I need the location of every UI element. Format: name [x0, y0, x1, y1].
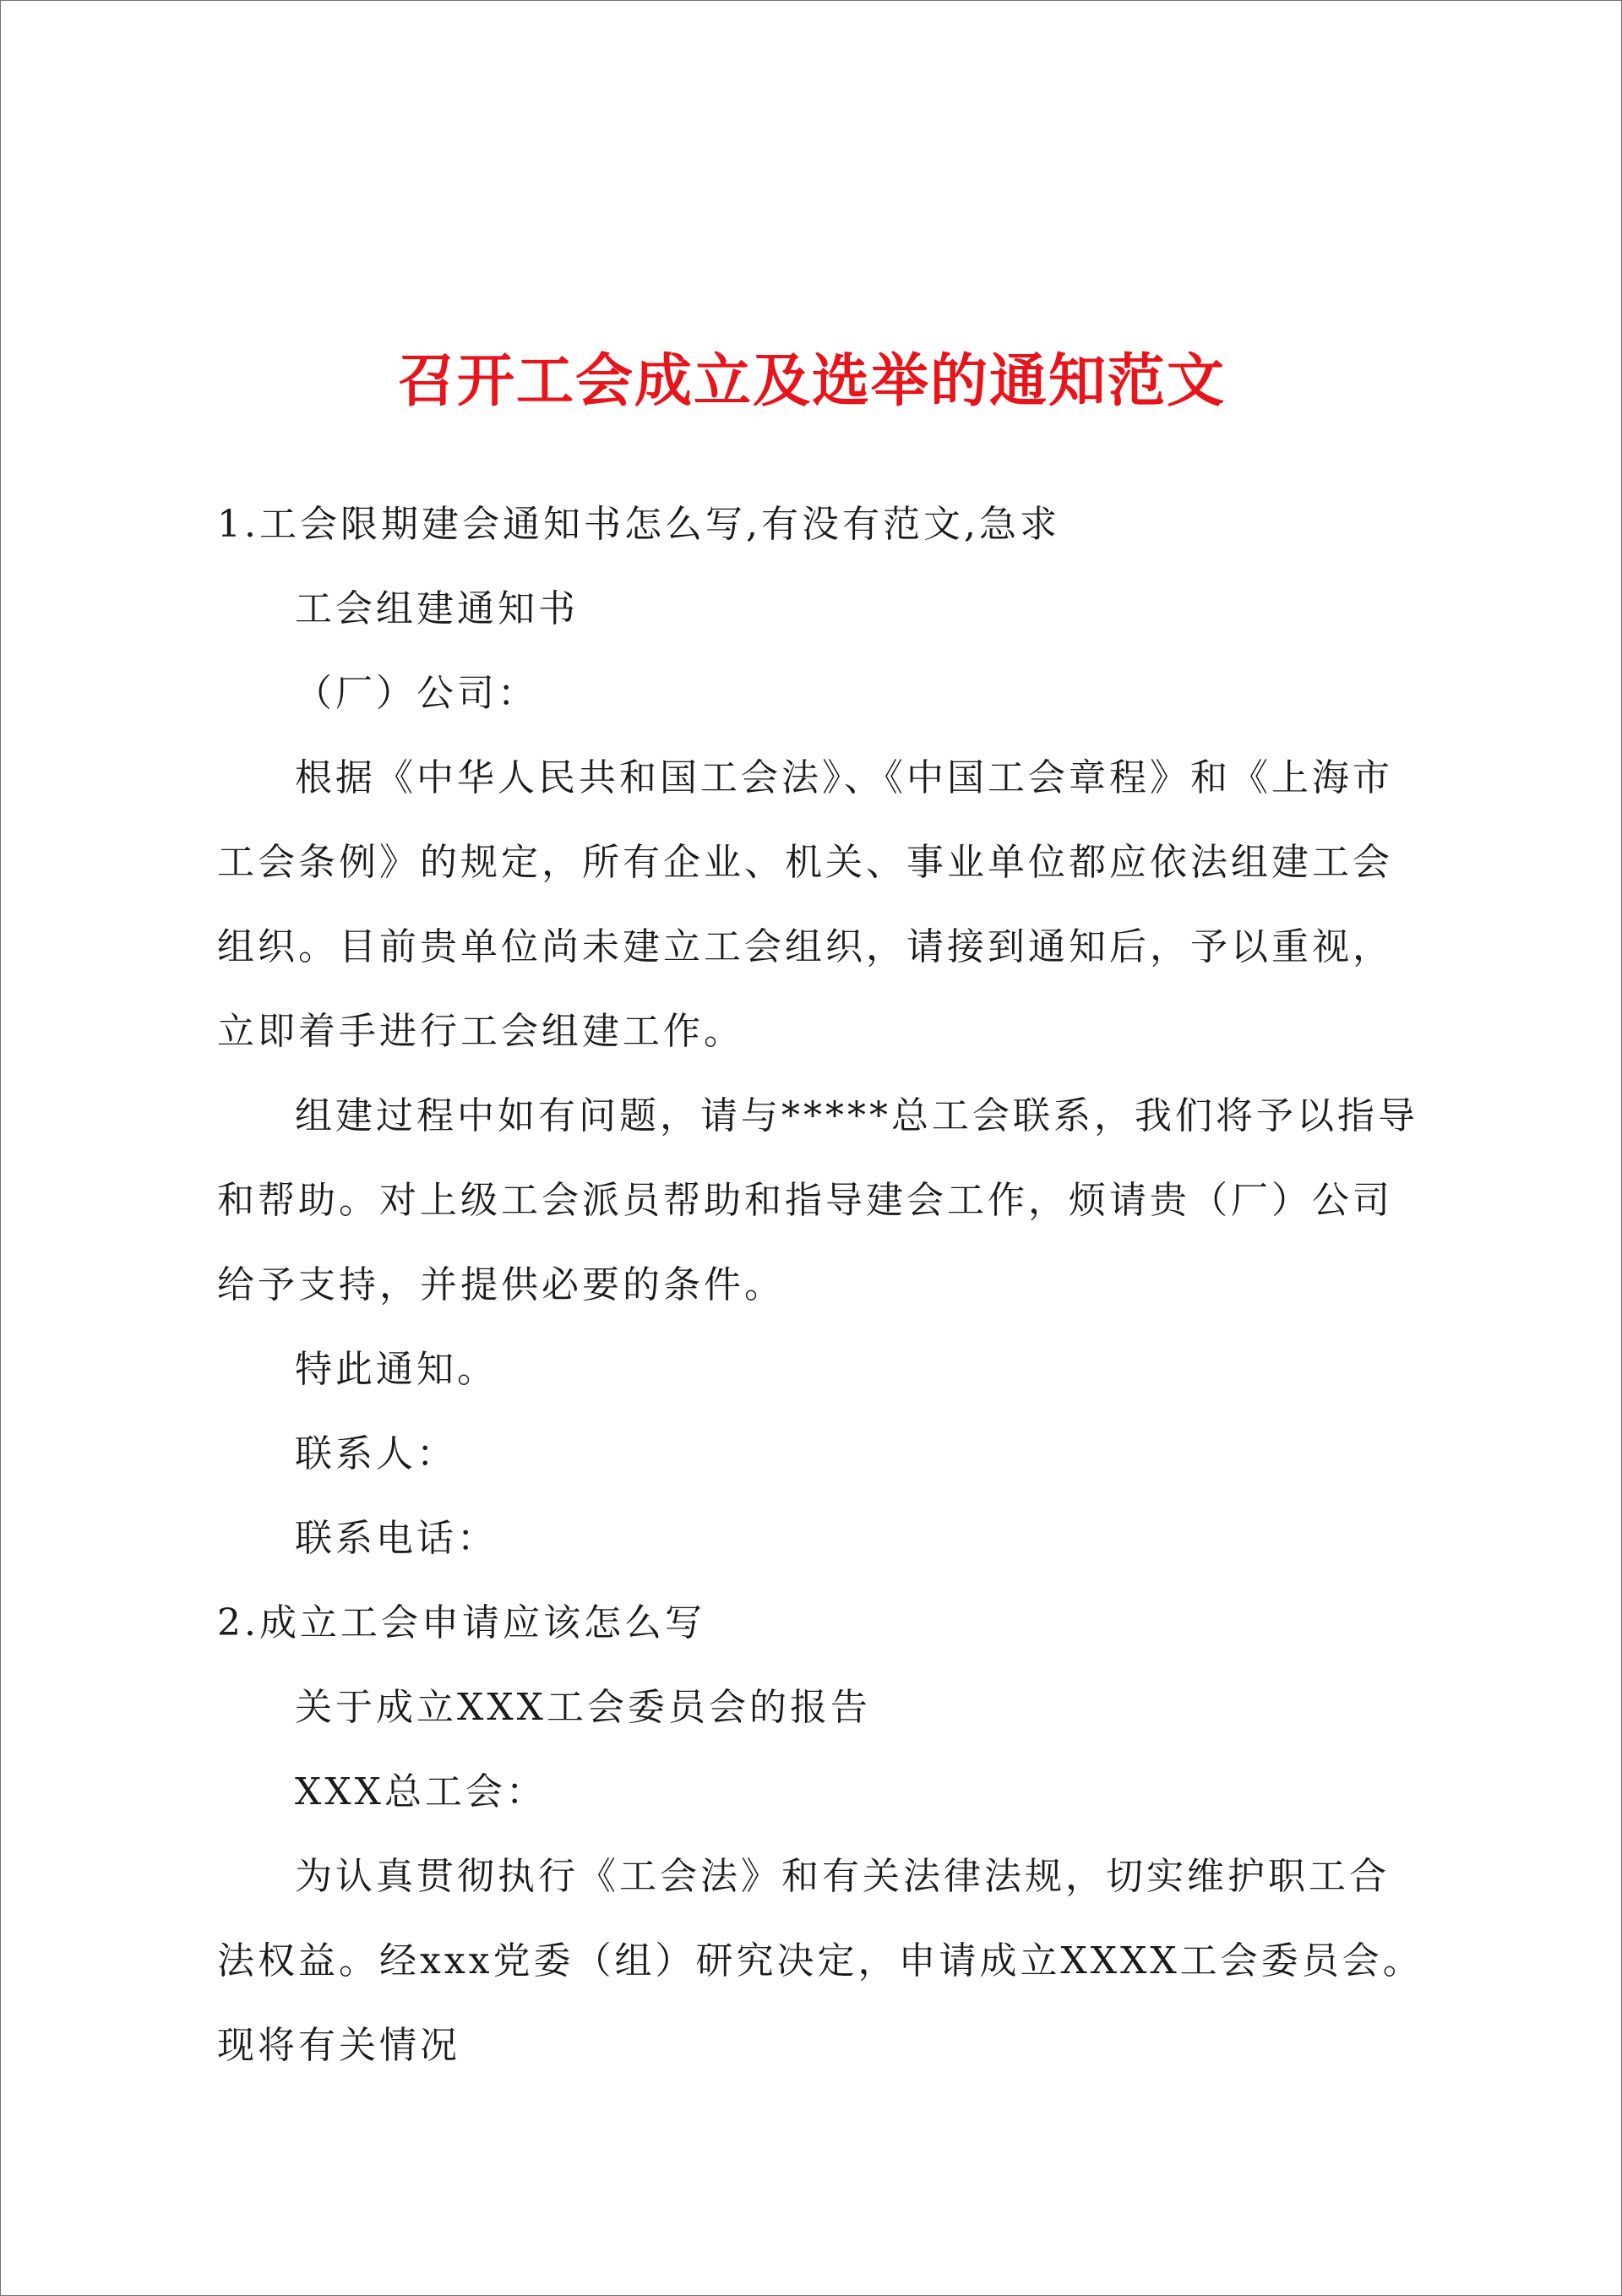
contact-person-line: 联系人： [295, 1432, 457, 1475]
notice-addressee: （厂）公司： [295, 672, 538, 715]
notice-title: 工会组建通知书 [295, 587, 579, 630]
report-addressee: XXX总工会： [295, 1770, 547, 1813]
body-paragraph: 根据《中华人民共和国工会法》、《中国工会章程》和《上海市工会条例》的规定，所有企业、机关、事业单位都应依法组建工会组织。目前贵单位尚未建立工会组织，请接到通知后，予以重视，立即着手进行工会组建工作。 [217, 756, 1393, 1053]
body-paragraph: 为认真贯彻执行《工会法》和有关法律法规，切实维护职工合法权益。经xxx党委（组）研究决定，申请成立XXXX工会委员会。现将有关情况 [217, 1855, 1423, 2067]
body-paragraph: 组建过程中如有问题，请与*****总工会联系，我们将予以指导和帮助。对上级工会派员帮助和指导建会工作，烦请贵（厂）公司给予支持，并提供必要的条件。 [217, 1094, 1418, 1306]
section-heading-1: 1.工会限期建会通知书怎么写,有没有范文,急求 [217, 503, 1060, 546]
document-title: 召开工会成立及选举的通知范文 [397, 347, 1226, 415]
contact-phone-line: 联系电话： [295, 1517, 498, 1560]
report-title: 关于成立XXX工会委员会的报告 [295, 1686, 871, 1729]
document-body [217, 483, 1427, 2088]
section-heading-2: 2.成立工会申请应该怎么写 [217, 1601, 705, 1644]
closing-line: 特此通知。 [295, 1348, 498, 1391]
